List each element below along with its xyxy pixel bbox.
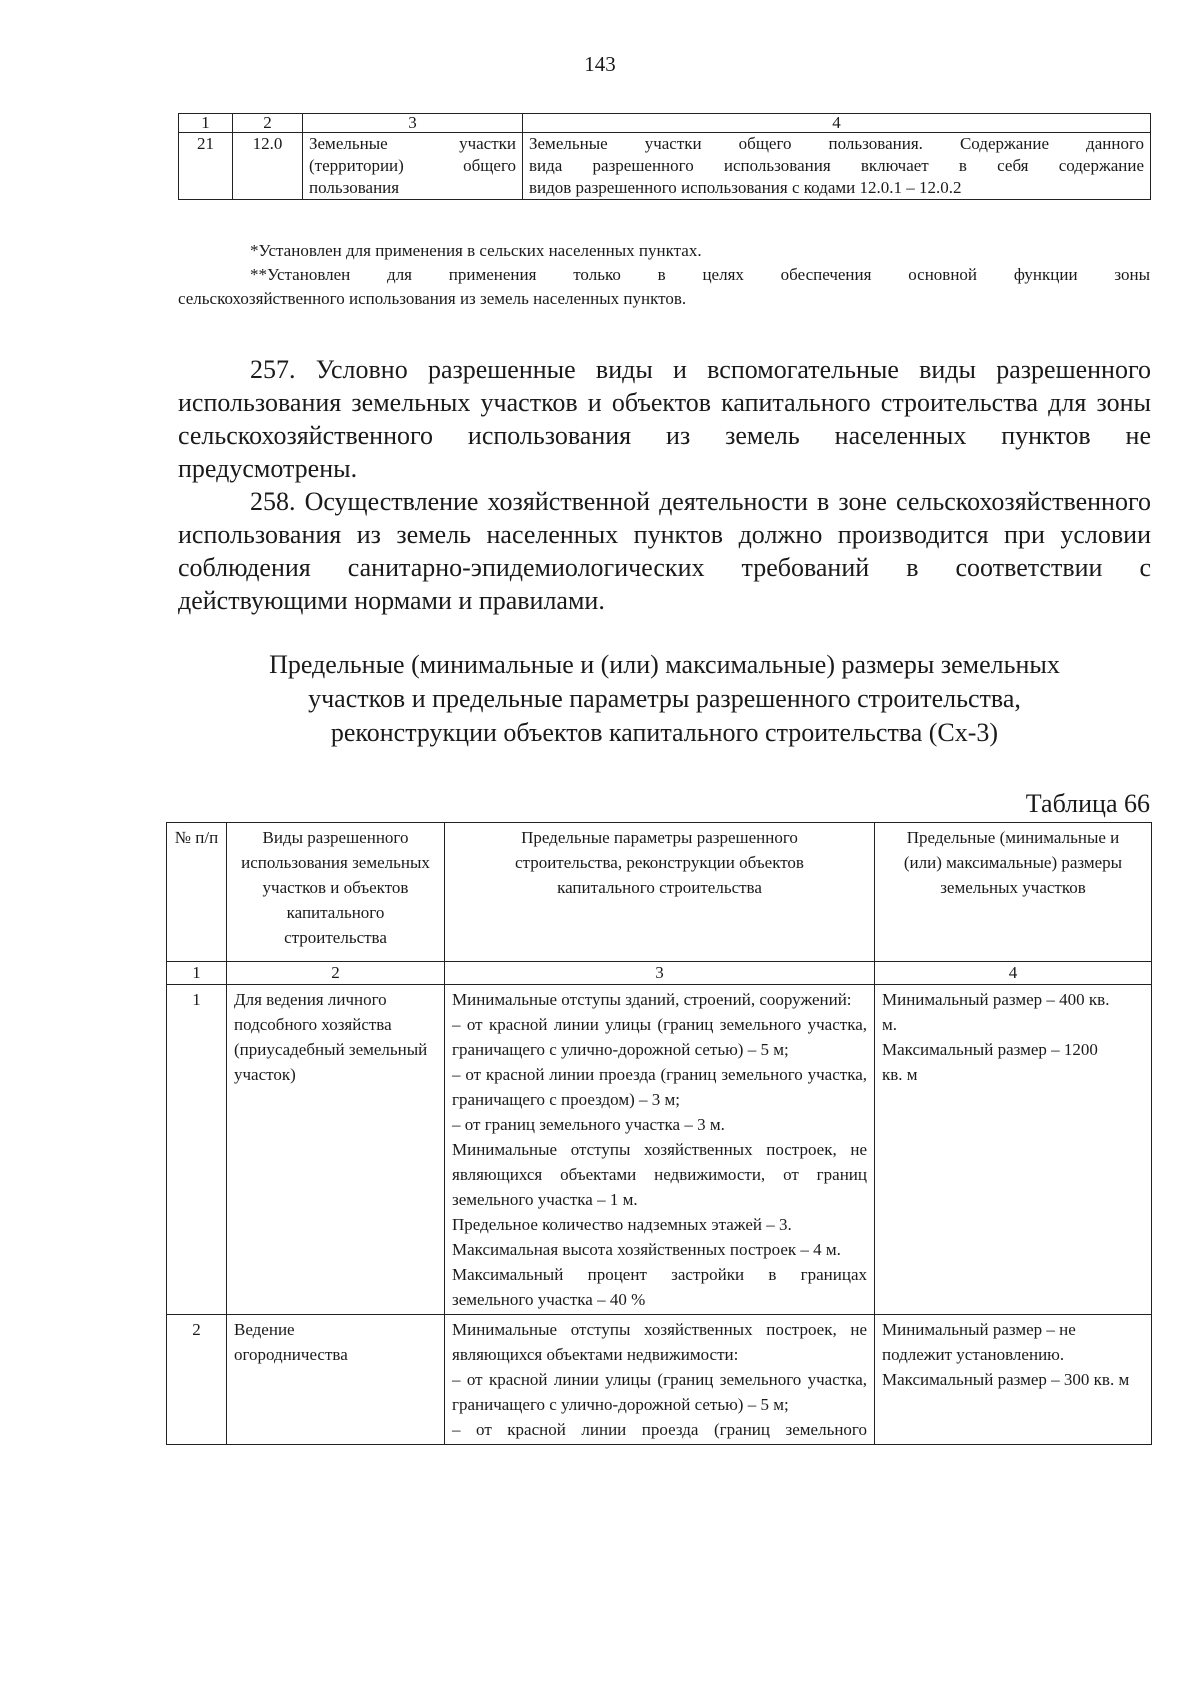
header-parameters: Предельные параметры разрешенного строительства, реконструкции объектов капитального строительства [445, 823, 875, 962]
heading-line: Предельные (минимальные и (или) максимальные) размеры земельных [269, 650, 1060, 679]
footnotes [178, 239, 1150, 311]
body-text [178, 353, 1151, 617]
column-number: 1 [167, 962, 227, 985]
sizes-cell [875, 985, 1152, 1315]
row-number: 1 [167, 985, 227, 1315]
table-header-row [179, 114, 1151, 133]
column-number: 2 [233, 114, 303, 133]
column-number: 4 [875, 962, 1152, 985]
parameter-text: – от границ земельного участка – 3 м. [452, 1115, 725, 1134]
table-header-row [167, 823, 1152, 962]
footnote-2-line-2: сельскохозяйственного использования из земель населенных пунктов. [178, 289, 687, 308]
footnote-1: *Установлен для применения в сельских населенных пунктах. [250, 241, 702, 260]
heading-line: участков и предельные параметры разрешенного строительства, [308, 684, 1021, 713]
header-sizes: Предельные (минимальные и (или) максимальные) размеры земельных участков [875, 823, 1152, 962]
page-number: 143 [584, 52, 616, 76]
parameter-text: Максимальная высота хозяйственных построек – 4 м. [452, 1240, 841, 1259]
header-number: № п/п [167, 823, 227, 962]
description-line: Земельные участки общего пользования. Содержание данного [529, 134, 1144, 153]
parameters-table [166, 822, 1152, 1445]
heading-line: реконструкции объектов капитального строительства (Сх-3) [330, 718, 999, 747]
parameter-text: Минимальные отступы зданий, строений, сооружений: [452, 990, 852, 1009]
paragraph-258: 258. Осуществление хозяйственной деятельности в зоне сельскохозяйственного использования из земель населенных пунктов должно производится при условии соблюдения санитарно-эпидемиологических требований в соответствии с действующими нормами и правилами. [178, 487, 1151, 615]
use-name-line: пользования [309, 178, 400, 197]
column-number-row [167, 962, 1152, 985]
table-caption: Таблица 66 [1025, 789, 1150, 818]
row-number: 2 [167, 1315, 227, 1445]
table-row [167, 1315, 1152, 1445]
footnote-2-line-1: **Установлен для применения только в целях обеспечения основной функции зоны [250, 265, 1150, 284]
description-line: видов разрешенного использования с кодами 12.0.1 – 12.0.2 [529, 178, 962, 197]
max-size: Максимальный размер – 1200 кв. м [882, 1040, 1098, 1084]
parameter-text: – от красной линии улицы (границ земельного участка, граничащего с улично-дорожной сетью) – 5 м; [452, 1015, 867, 1059]
parameter-text: Минимальные отступы хозяйственных построек, не являющихся объектами недвижимости: [452, 1320, 867, 1364]
max-size: Максимальный размер – 300 кв. м [882, 1370, 1130, 1389]
header-use-type: Виды разрешенного использования земельных участков и объектов капитального строительства [227, 823, 445, 962]
parameter-text: – от красной линии проезда (границ земельного [452, 1420, 867, 1439]
parameter-text: Предельное количество надземных этажей – 3. [452, 1215, 792, 1234]
parameter-text: Максимальный процент застройки в границах земельного участка – 40 % [452, 1265, 867, 1309]
column-number: 2 [227, 962, 445, 985]
min-size: Минимальный размер – не подлежит установлению. [882, 1320, 1076, 1364]
column-number: 4 [523, 114, 1151, 133]
column-number: 3 [445, 962, 875, 985]
sizes-cell [875, 1315, 1152, 1445]
use-name-line: (территории) общего [309, 156, 516, 175]
parameter-text: – от красной линии улицы (границ земельного участка, граничащего с улично-дорожной сетью) – 5 м; [452, 1370, 867, 1414]
min-size: Минимальный размер – 400 кв. м. [882, 990, 1110, 1034]
use-description [523, 133, 1151, 200]
table-row [167, 985, 1152, 1315]
use-type: Для ведения личного подсобного хозяйства (приусадебный земельный участок) [227, 985, 445, 1315]
parameter-text: – от красной линии проезда (границ земельного участка, граничащего с проездом) – 3 м; [452, 1065, 867, 1109]
use-code: 12.0 [233, 133, 303, 200]
table-heading [178, 648, 1151, 750]
column-number: 3 [303, 114, 523, 133]
parameters-cell [445, 1315, 875, 1445]
description-line: вида разрешенного использования включает в себя содержание [529, 156, 1144, 175]
parameters-cell [445, 985, 875, 1315]
paragraph-257: 257. Условно разрешенные виды и вспомогательные виды разрешенного использования земельных участков и объектов капитального строительства для зоны сельскохозяйственного использования из земель населенных пунктов не предусмотрены. [178, 355, 1151, 483]
use-type: Ведение огородничества [227, 1315, 445, 1445]
column-number: 1 [179, 114, 233, 133]
table-row [179, 133, 1151, 200]
continuation-table [178, 113, 1151, 200]
use-name-line: Земельные участки [309, 134, 516, 153]
row-number: 21 [179, 133, 233, 200]
use-name [303, 133, 523, 200]
parameter-text: Минимальные отступы хозяйственных построек, не являющихся объектами недвижимости, от границ земельного участка – 1 м. [452, 1140, 867, 1209]
